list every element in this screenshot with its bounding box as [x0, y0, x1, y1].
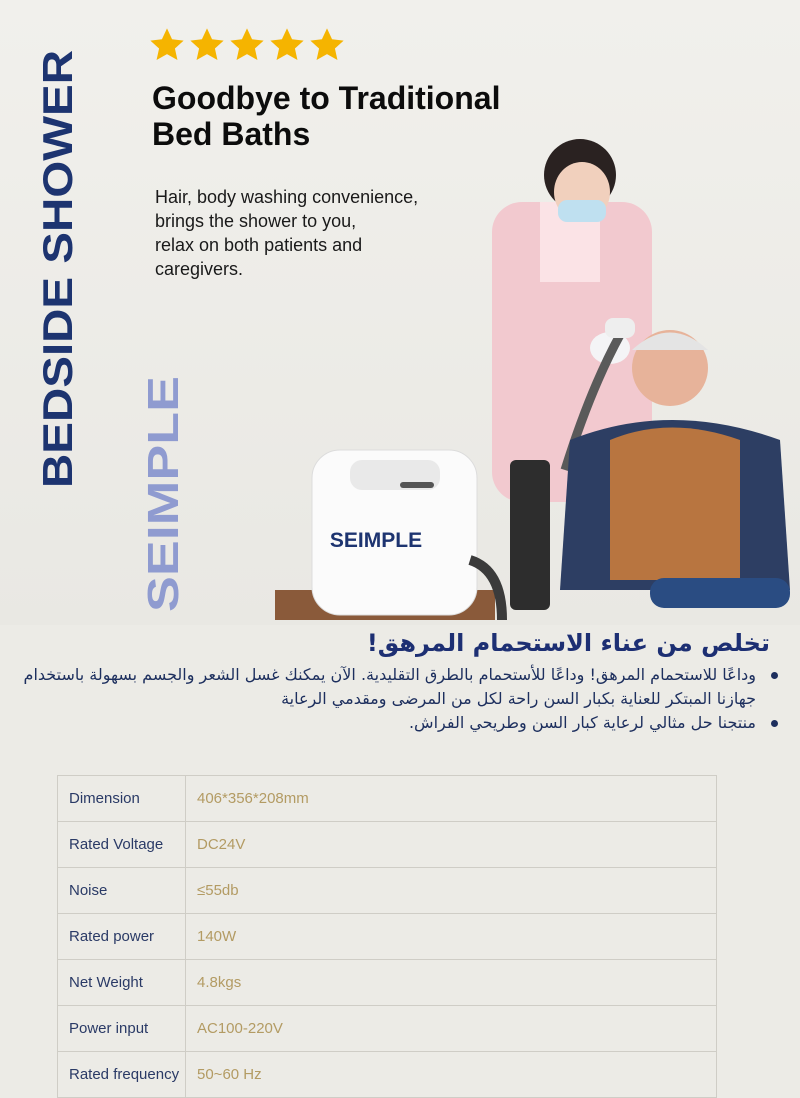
vertical-title-text: BEDSIDE SHOWER — [34, 100, 81, 488]
spec-table — [57, 775, 717, 1098]
headline-line: Goodbye to Traditional — [152, 80, 501, 116]
table-row — [58, 868, 717, 914]
spec-value: ≤55db — [186, 868, 717, 914]
vertical-brand-text: SEIMPLE — [139, 418, 186, 612]
spec-label: Power input — [58, 1006, 186, 1052]
spec-value: 140W — [186, 914, 717, 960]
bullet-text: وداعًا للاستحمام المرهق! وداعًا للأستحمام بالطرق التقليدية. الآن يمكنك غسل الشعر والجسم بسهولة باستخدام جهازنا المبتكر للعناية بكبار السن راحة لكل من المرضى ومقدمي الرعاية — [23, 665, 756, 708]
star-icon — [308, 26, 346, 64]
product-scene — [270, 110, 800, 625]
list-item — [20, 663, 780, 711]
spec-label: Rated frequency — [58, 1052, 186, 1098]
table-row — [58, 776, 717, 822]
device-logo: SEIMPLE — [329, 529, 423, 552]
bullet-text: منتجنا حل مثالي لرعاية كبار السن وطريحي الفراش. — [408, 713, 756, 732]
spec-label: Rated Voltage — [58, 822, 186, 868]
spec-value: AC100-220V — [186, 1006, 717, 1052]
table-row — [58, 960, 717, 1006]
table-row — [58, 822, 717, 868]
headline-line: Bed Baths — [152, 116, 311, 152]
spec-label: Noise — [58, 868, 186, 914]
vertical-title — [34, 48, 82, 490]
description-line: relax on both patients and — [155, 235, 363, 255]
description-line: caregivers. — [155, 259, 244, 279]
arabic-title: تخلص من عناء الاستحمام المرهق! — [366, 629, 770, 657]
shower-device — [312, 450, 502, 620]
list-item — [20, 711, 780, 735]
spec-label: Dimension — [58, 776, 186, 822]
description-line: brings the shower to you, — [155, 211, 357, 231]
star-icon — [268, 26, 306, 64]
bullet-icon — [771, 720, 778, 727]
star-icon — [188, 26, 226, 64]
spec-label: Net Weight — [58, 960, 186, 1006]
spec-value: 4.8kgs — [186, 960, 717, 1006]
rating-stars — [148, 26, 346, 64]
vertical-brand — [138, 372, 186, 614]
star-icon — [228, 26, 266, 64]
table-row — [58, 914, 717, 960]
spec-value: 50~60 Hz — [186, 1052, 717, 1098]
bullet-icon — [771, 672, 778, 679]
spec-value: DC24V — [186, 822, 717, 868]
spec-label: Rated power — [58, 914, 186, 960]
star-icon — [148, 26, 186, 64]
table-row — [58, 1006, 717, 1052]
arabic-bullets — [20, 663, 780, 735]
arabic-section — [20, 625, 780, 735]
spec-value: 406*356*208mm — [186, 776, 717, 822]
description-line: Hair, body washing convenience, — [155, 187, 419, 207]
